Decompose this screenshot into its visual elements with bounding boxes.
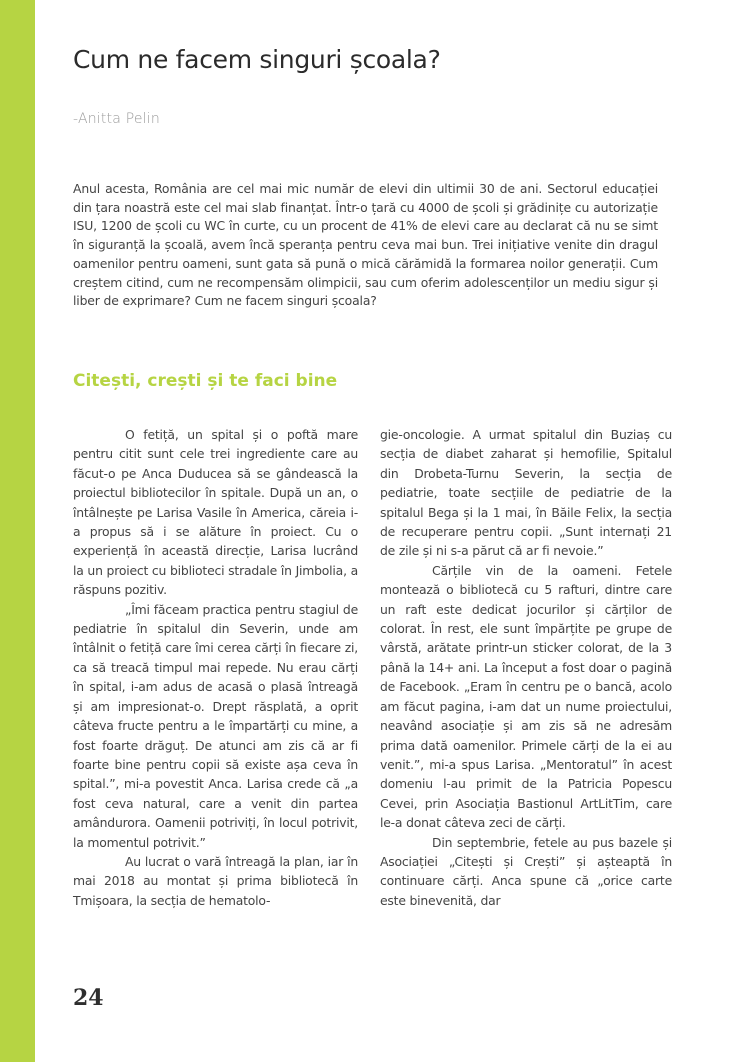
article-author: -Anitta Pelin	[73, 111, 160, 127]
section-heading: Citești, crești și te faci bine	[73, 371, 338, 391]
article-title: Cum ne facem singuri școala?	[73, 45, 441, 74]
page-number: 24	[73, 985, 104, 1011]
paragraph: „Îmi făceam practica pentru stagiul de pediatrie în spitalul din Severin, unde am întâlnit o fetiță care îmi cerea cărți în fiecare zi, ca să treacă timpul mai repede. Nu erau cărți în spital, i-am adus de acasă o plasă întreagă și am impresionat-o. Drept răsplată, a oprit câteva fructe pentru a le împartărți cu mine, a fost foarte drăguț. De atunci am zis că ar fi foarte bine pentru copii să existe așa ceva în spital.”, mi-a povestit Anca. Larisa crede că „a fost ceva natural, care a venit din partea amândurora. Oamenii potriviți, în locul potrivit, la momentul potrivit.”	[73, 601, 358, 850]
accent-side-bar	[0, 0, 35, 1062]
paragraph: Cărțile vin de la oameni. Fetele montează o bibliotecă cu 5 rafturi, dintre care un raft este dedicat jocurilor și cărților de colorat. În rest, ele sunt împărțite pe grupe de vârstă, arătate printr-un sticker colorat, de la 3 până la 14+ ani. La început a fost doar o pagină de Facebook. „Eram în centru pe o bancă, acolo am făcut pagina, i-am dat un nume proiectului, neavând asociație și am zis să ne adresăm prima dată oamenilor. Primele cărți de la ei au venit.”, mi-a spus Larisa. „Mentoratul” în acest domeniu l-au primit de la Patricia Popescu Cevei, prin Asociația Bastionul ArtLitTim, care le-a donat câteva zeci de cărți.	[380, 562, 672, 831]
paragraph: Au lucrat o vară întreagă la plan, iar în mai 2018 au montat și prima bibliotecă în Tmișoara, la secția de hematolo-	[73, 853, 358, 908]
article-intro: Anul acesta, România are cel mai mic număr de elevi din ultimii 30 de ani. Sectorul educației din țara noastră este cel mai slab finanțat. Într-o țară cu 4000 de școli și grădinițe cu autorizație ISU, 1200 de școli cu WC în curte, cu un procent de 41% de elevi care au declarat că nu se simt în siguranță la școală, avem încă speranța pentru ceva mai bun. Trei inițiative venite din dragul oamenilor pentru oameni, sunt gata să pună o mică cărămidă la formarea noilor generații. Cum creștem citind, cum ne recompensăm olimpicii, sau cum oferim adolescenților un mediu sigur și liber de exprimare? Cum ne facem singuri școala?	[73, 181, 658, 309]
paragraph: O fetiță, un spital și o poftă mare pentru citit sunt cele trei ingrediente care au făcut-o pe Anca Duducea să se gândească la proiectul bibliotecilor în spitale. După un an, o întâlnește pe Larisa Vasile în America, căreia i-a propus să i se alăture în proiect. Cu o experiență în această direcție, Larisa lucrând la un proiect cu biblioteci stradale în Jimbolia, a răspuns pozitiv.	[73, 427, 358, 598]
right-column	[380, 425, 672, 910]
left-column	[73, 425, 358, 910]
paragraph: Din septembrie, fetele au pus bazele și Asociației „Citești și Crești” și așteaptă în continuare cărți. Anca spune că „orice carte este binevenită, dar	[380, 834, 672, 908]
paragraph-continuation: gie-oncologie. A urmat spitalul din Buziaș cu secția de diabet zaharat și hemofilie, Spitalul din Drobeta-Turnu Severin, la secția de pediatrie, toate secțiile de pediatrie de la spitalul Bega și la 1 mai, în Băile Felix, la secția de recuperare pentru copii. „Sunt internați 21 de zile și ni s-a părut că ar fi nevoie.”	[380, 427, 672, 559]
